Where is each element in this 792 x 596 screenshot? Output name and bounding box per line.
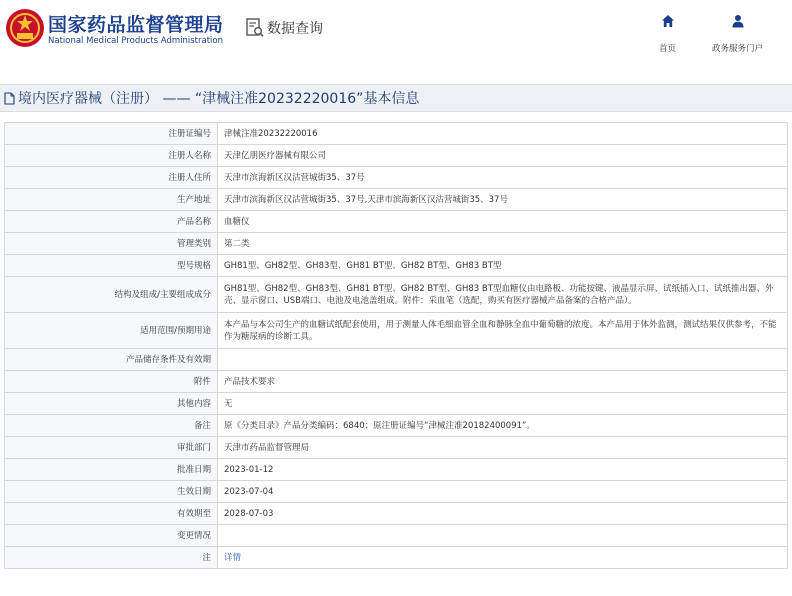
row-label: 产品储存条件及有效期 xyxy=(5,349,218,371)
row-value: 津械注准20232220016 xyxy=(218,123,788,145)
row-value: 天津市滨海新区汉沽营城街35、37号,天津市滨海新区汉沽营城街35、37号 xyxy=(218,189,788,211)
row-value: GH81型、GH82型、GH83型、GH81 BT型、GH82 BT型、GH83 BT型 xyxy=(218,255,788,277)
table-row xyxy=(5,123,788,145)
row-label: 变更情况 xyxy=(5,525,218,547)
table-row xyxy=(5,167,788,189)
table-row xyxy=(5,437,788,459)
row-label: 备注 xyxy=(5,415,218,437)
row-label: 批准日期 xyxy=(5,459,218,481)
details-link[interactable]: 详情 xyxy=(224,552,242,563)
registration-info-table xyxy=(4,122,788,569)
row-value: 2023-01-12 xyxy=(218,459,788,481)
row-value: 本产品与本公司生产的血糖试纸配套使用，用于测量人体毛细血管全血和静脉全血中葡萄糖的浓度。本产品用于体外监测，测试结果仅供参考，不能作为糖尿病的诊断工具。 xyxy=(218,313,788,349)
nav-service-portal[interactable] xyxy=(712,14,763,54)
table-row xyxy=(5,211,788,233)
table-row xyxy=(5,233,788,255)
page-title: 境内医疗器械（注册） —— “津械注准20232220016”基本信息 xyxy=(18,91,420,107)
row-label: 注册人住所 xyxy=(5,167,218,189)
row-label: 其他内容 xyxy=(5,393,218,415)
row-label: 适用范围/预期用途 xyxy=(5,313,218,349)
table-row xyxy=(5,313,788,349)
row-value: 无 xyxy=(218,393,788,415)
table-row xyxy=(5,277,788,313)
page-title-bar xyxy=(0,84,792,112)
row-value xyxy=(218,349,788,371)
table-row xyxy=(5,525,788,547)
row-value: 天津亿朋医疗器械有限公司 xyxy=(218,145,788,167)
row-label: 注册人名称 xyxy=(5,145,218,167)
row-value xyxy=(218,547,788,569)
row-value: 原《分类目录》产品分类编码：6840；原注册证编号“津械注准20182400091”。 xyxy=(218,415,788,437)
site-title[interactable]: 国家药品监督管理局 xyxy=(48,14,224,36)
table-row xyxy=(5,481,788,503)
document-icon xyxy=(4,92,15,105)
row-label: 审批部门 xyxy=(5,437,218,459)
table-row xyxy=(5,503,788,525)
row-label: 生产地址 xyxy=(5,189,218,211)
row-value: GH81型、GH82型、GH83型、GH81 BT型、GH82 BT型、GH83 BT型血糖仪由电路板、功能按键、液晶显示屏、试纸插入口、试纸推出器、外壳、显示窗口、USB端口、电池及电池盖组成。附件：采血笔（选配，购买有医疗器械产品备案的合格产品）。 xyxy=(218,277,788,313)
row-value: 天津市滨海新区汉沽营城街35、37号 xyxy=(218,167,788,189)
document-search-icon xyxy=(246,18,264,38)
table-row xyxy=(5,371,788,393)
table-row xyxy=(5,189,788,211)
table-row xyxy=(5,145,788,167)
table-row xyxy=(5,459,788,481)
row-label: 注 xyxy=(5,547,218,569)
row-label: 产品名称 xyxy=(5,211,218,233)
table-row xyxy=(5,415,788,437)
table-row xyxy=(5,349,788,371)
row-label: 管理类别 xyxy=(5,233,218,255)
row-label: 型号规格 xyxy=(5,255,218,277)
site-subtitle: National Medical Products Administration xyxy=(48,36,223,46)
row-value: 2028-07-03 xyxy=(218,503,788,525)
home-icon xyxy=(661,14,675,28)
nav-home[interactable] xyxy=(659,14,676,54)
row-label: 结构及组成/主要组成成分 xyxy=(5,277,218,313)
table-row xyxy=(5,393,788,415)
row-value: 血糖仪 xyxy=(218,211,788,233)
user-icon xyxy=(731,14,745,28)
national-emblem-icon xyxy=(5,8,45,48)
data-query-label: 数据查询 xyxy=(267,21,323,37)
row-value xyxy=(218,525,788,547)
row-label: 生效日期 xyxy=(5,481,218,503)
table-row xyxy=(5,547,788,569)
nav-home-label: 首页 xyxy=(659,44,677,54)
nav-service-label: 政务服务门户 xyxy=(712,44,764,54)
row-value: 2023-07-04 xyxy=(218,481,788,503)
site-header xyxy=(0,0,792,72)
row-label: 有效期至 xyxy=(5,503,218,525)
table-row xyxy=(5,255,788,277)
data-query-link[interactable] xyxy=(246,18,323,38)
row-label: 注册证编号 xyxy=(5,123,218,145)
row-value: 第二类 xyxy=(218,233,788,255)
row-value: 产品技术要求 xyxy=(218,371,788,393)
row-value: 天津市药品监督管理局 xyxy=(218,437,788,459)
row-label: 附件 xyxy=(5,371,218,393)
